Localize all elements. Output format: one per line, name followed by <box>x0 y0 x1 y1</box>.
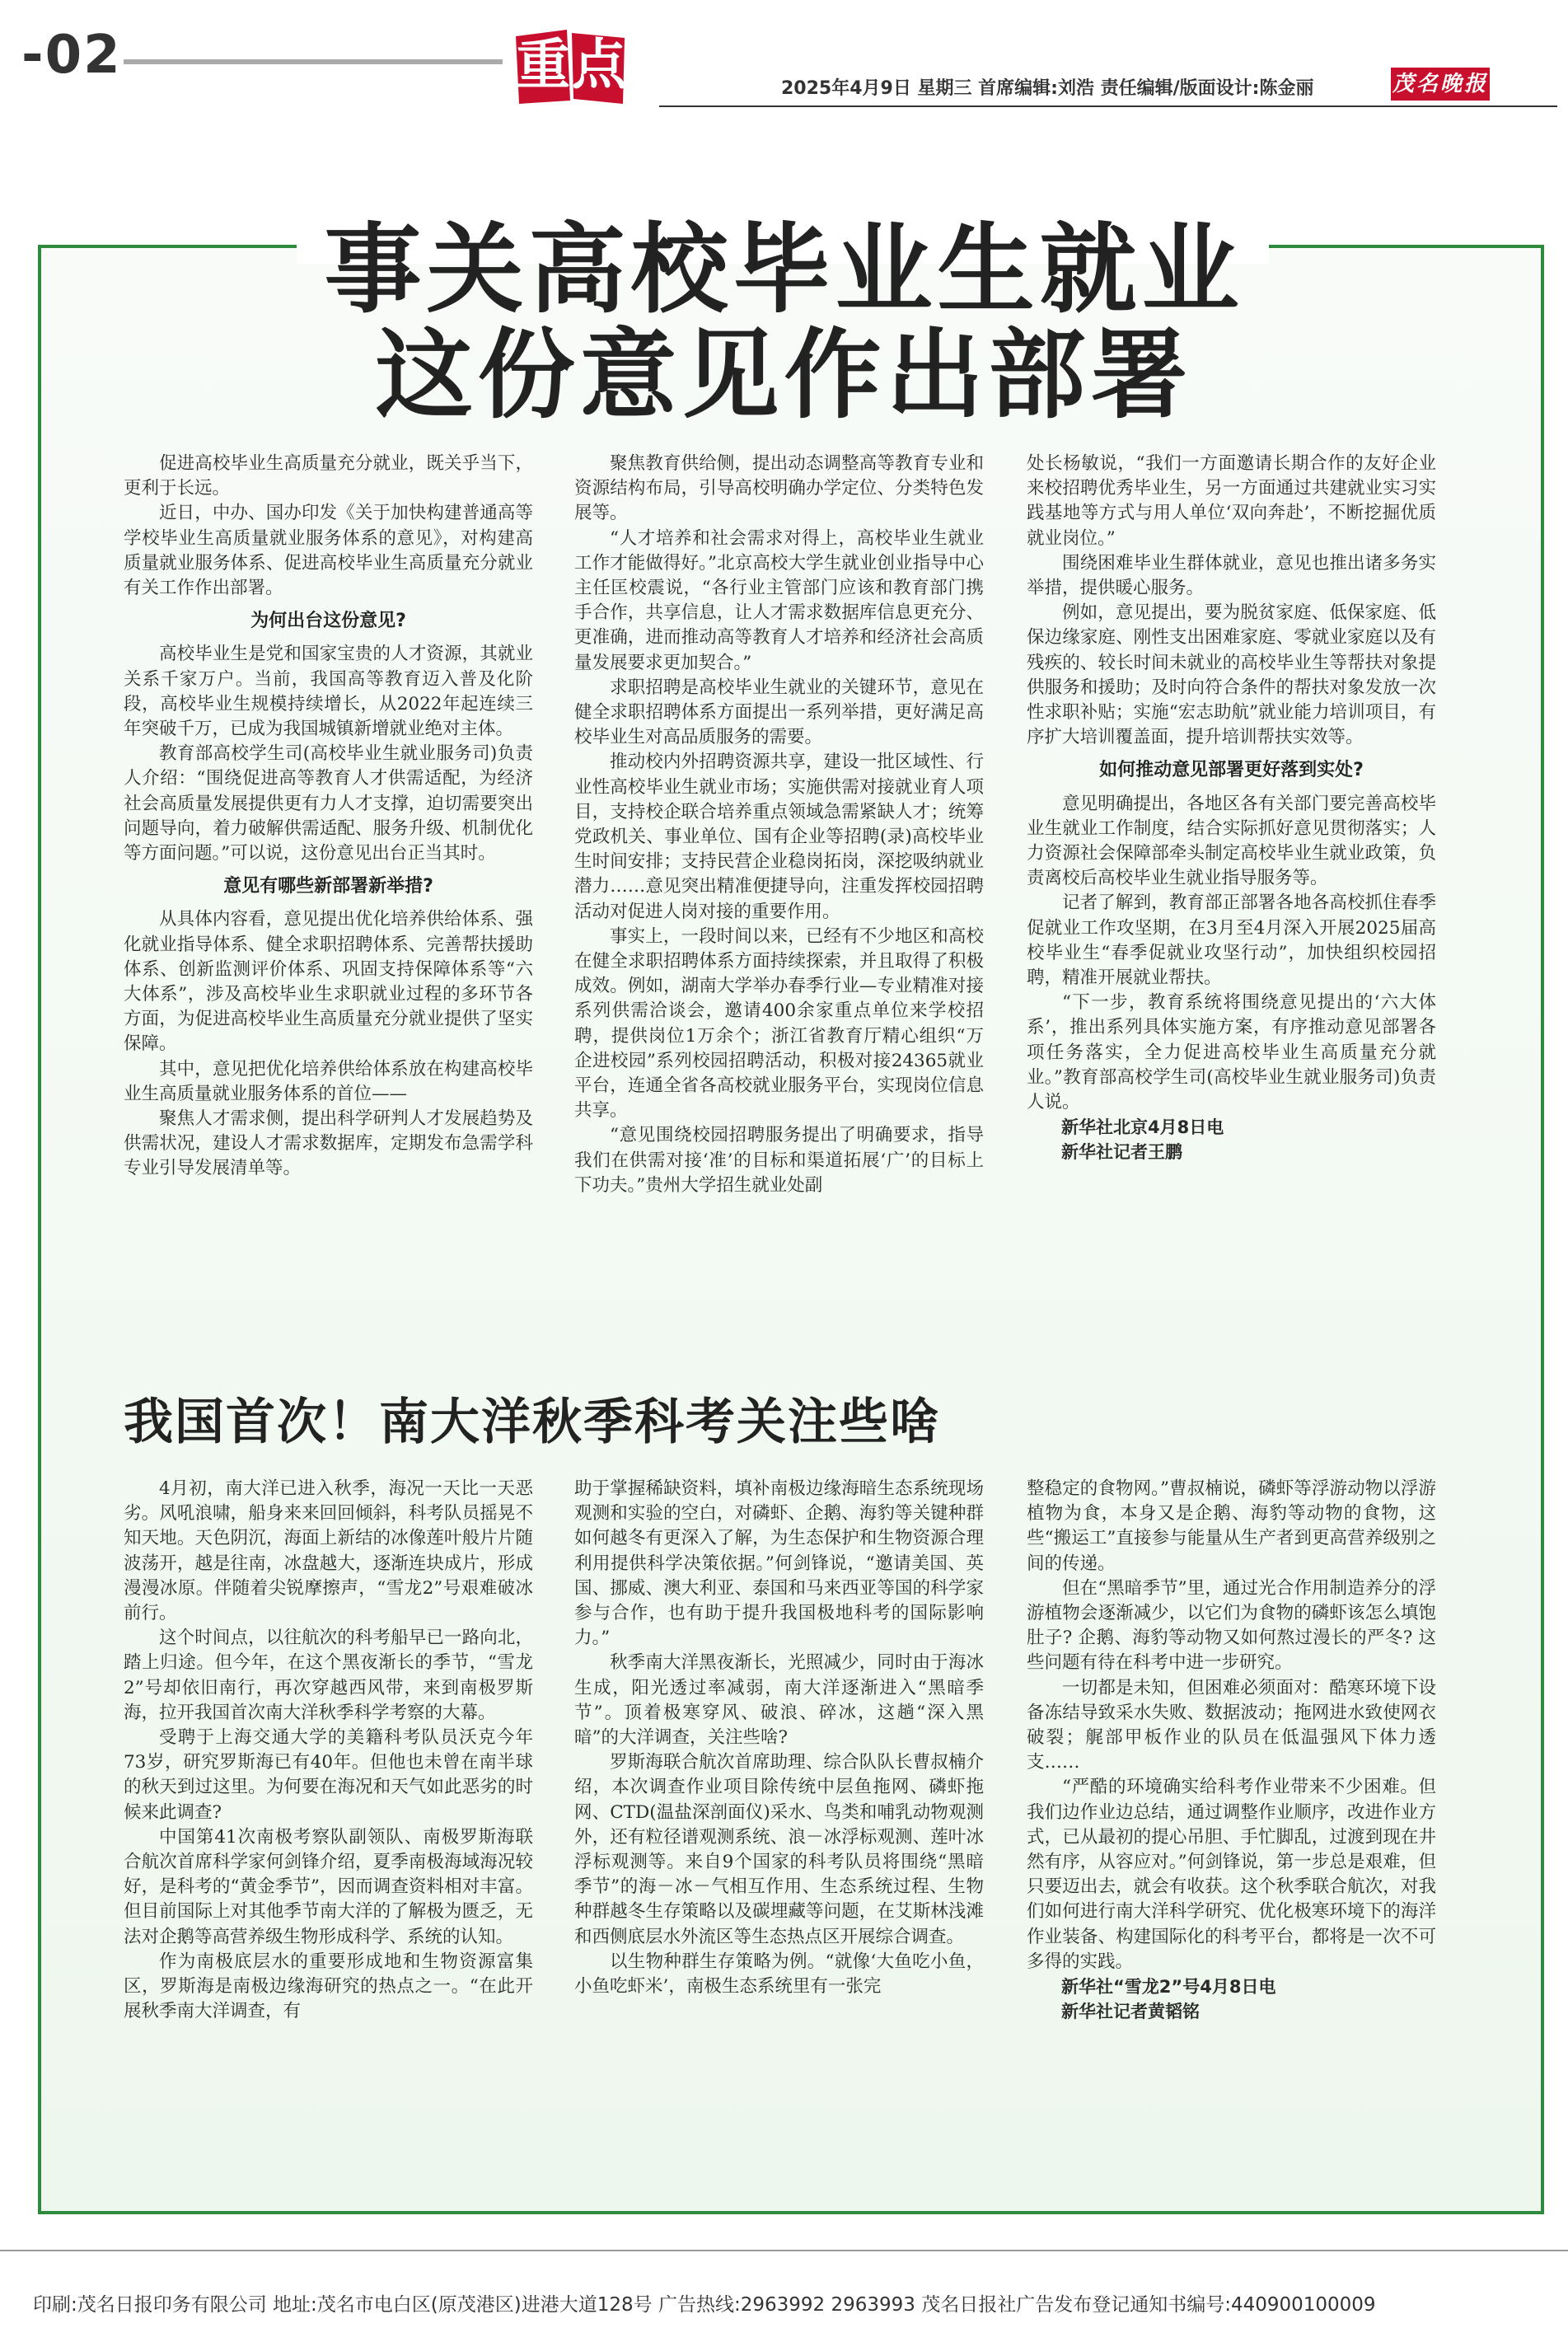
header-rule <box>124 59 503 64</box>
paragraph: 但在“黑暗季节”里，通过光合作用制造养分的浮游植物会逐渐减少，以它们为食物的磷虾该怎么填饱肚子? 企鹅、海豹等动物又如何熬过漫长的严冬? 这些问题有待在科考中进一步研究。 <box>1027 1577 1436 1674</box>
byline-dateline: 新华社北京4月8日电 <box>1061 1117 1224 1138</box>
paragraph: 秋季南大洋黑夜渐长，光照减少，同时由于海冰生成，阳光透过率减弱，南大洋逐渐进入“黑暗季节”。顶着极寒穿风、破浪、碎冰，这趟“深入黑暗”的大洋调查，关注些啥? <box>574 1652 984 1749</box>
paragraph: 促进高校毕业生高质量充分就业，既关乎当下，更利于长远。 <box>124 453 533 499</box>
paragraph: 例如，意见提出，要为脱贫家庭、低保家庭、低保边缘家庭、刚性支出困难家庭、零就业家庭以及有残疾的、较长时间未就业的高校毕业生等帮扶对象提供服务和援助；及时向符合条件的帮扶对象发放一次性求职补贴；实施“宏志助航”就业能力培训项目，有序扩大培训覆盖面，提升培训帮扶实效等。 <box>1027 602 1436 748</box>
header-meta: 2025年4月9日 星期三 首席编辑:刘浩 责任编辑/版面设计:陈金丽 <box>781 78 1314 99</box>
paragraph: 高校毕业生是党和国家宝贵的人才资源，其就业关系千家万户。当前，我国高等教育迈入普及化阶段，高校毕业生规模持续增长，从2022年起连续三年突破千万，已成为我国城镇新增就业绝对主体。 <box>124 644 533 740</box>
paragraph: 罗斯海联合航次首席助理、综合队队长曹叔楠介绍，本次调查作业项目除传统中层鱼拖网、磷虾拖网、CTD(温盐深剖面仪)采水、鸟类和哺乳动物观测外，还有粒径谱观测系统、浪－冰浮标观测、莲叶冰浮标观测等。来自9个国家的科考队员将围绕“黑暗季节”的海－冰－气相互作用、生态系统过程、生物种群越冬生存策略以及碳埋藏等问题，在艾斯林浅滩和西侧底层水外流区等生态热点区开展综合调查。 <box>574 1752 984 1947</box>
byline-reporter: 新华社记者黄韬铭 <box>1061 2002 1200 2022</box>
paragraph: 4月初，南大洋已进入秋季，海况一天比一天恶劣。风吼浪啸，船身来来回回倾斜，科考队员摇晃不知天地。天色阴沉，海面上新结的冰像莲叶般片片随波荡开，越是往南，冰盘越大，逐渐连块成片，形成漫漫冰原。伴随着尖锐摩擦声，“雪龙2”号艰难破冰前行。 <box>124 1478 533 1624</box>
byline-reporter: 新华社记者王鹏 <box>1061 1142 1182 1163</box>
headline-line1: 事关高校毕业生就业 <box>324 213 1244 326</box>
paragraph: “下一步，教育系统将围绕意见提出的‘六大体系’，推出系列具体实施方案，有序推动意见部署各项任务落实，全力促进高校毕业生高质量充分就业。”教育部高校学生司(高校毕业生就业服务司)负责人说。 <box>1027 992 1436 1113</box>
paragraph: 事实上，一段时间以来，已经有不少地区和高校在健全求职招聘体系方面持续探索，并且取得了积极成效。例如，湖南大学举办春季行业—专业精准对接系列供需洽谈会，邀请400余家重点单位来学校招聘，提供岗位1万余个；浙江省教育厅精心组织“万企进校园”系列校园招聘活动，积极对接24365就业平台，连通全省各高校就业服务平台，实现岗位信息共享。 <box>574 925 984 1122</box>
paragraph: 记者了解到，教育部正部署各地各高校抓住春季促就业工作攻坚期，在3月至4月深入开展2025届高校毕业生“春季促就业攻坚行动”，加快组织校园招聘，精准开展就业帮扶。 <box>1027 892 1436 989</box>
article2-headline: 我国首次！南大洋秋季科考关注些啥 <box>124 1394 941 1451</box>
subheading: 如何推动意见部署更好落到实处? <box>1099 760 1364 781</box>
paragraph: 围绕困难毕业生群体就业，意见也推出诸多务实举措，提供暖心服务。 <box>1027 552 1436 599</box>
paragraph: 受聘于上海交通大学的美籍科考队员沃克今年73岁，研究罗斯海已有40年。但他也未曾在南半球的秋天到过这里。为何要在海况和天气如此恶劣的时候来此调查? <box>124 1727 533 1823</box>
paragraph: 近日，中办、国办印发《关于加快构建普通高等学校毕业生高质量就业服务体系的意见》，对构建高质量就业服务体系、促进高校毕业生高质量充分就业有关工作作出部署。 <box>124 503 533 599</box>
paragraph: 处长杨敏说，“我们一方面邀请长期合作的友好企业来校招聘优秀毕业生，另一方面通过共建就业实习实践基地等方式与用人单位‘双向奔赴’，不断挖掘优质就业岗位。” <box>1027 453 1436 549</box>
article1-column-3 <box>1027 452 1436 1165</box>
paragraph: 以生物种群生存策略为例。“就像‘大鱼吃小鱼，小鱼吃虾米’，南极生态系统里有一张完 <box>574 1951 984 1998</box>
newspaper-logo: 茂名晚报 <box>1391 68 1490 101</box>
headline-line2: 这份意见作出部署 <box>375 318 1193 432</box>
paragraph: “人才培养和社会需求对得上，高校毕业生就业工作才能做得好。”北京高校大学生就业创业指导中心主任匡校震说，“各行业主管部门应该和教育部门携手合作，共享信息，让人才需求数据库信息更充分、更准确，进而推动高等教育人才培养和经济社会高质量发展要求更加契合。” <box>574 527 984 673</box>
paragraph: 推动校内外招聘资源共享，建设一批区域性、行业性高校毕业生就业市场；实施供需对接就业育人项目，支持校企联合培养重点领域急需紧缺人才；统筹党政机关、事业单位、国有企业等招聘(录)高校毕业生时间安排；支持民营企业稳岗拓岗，深挖吸纳就业潜力……意见突出精准便捷导向，注重发挥校园招聘活动对促进人岗对接的重要作用。 <box>574 752 984 922</box>
article1-column-1 <box>124 452 533 1182</box>
paragraph: 整稳定的食物网。”曹叔楠说，磷虾等浮游动物以浮游植物为食，本身又是企鹅、海豹等动物的食物，这些“搬运工”直接参与能量从生产者到更高营养级别之间的传递。 <box>1027 1478 1436 1574</box>
article2-column-3 <box>1027 1477 1436 2024</box>
subheading: 意见有哪些新部署新举措? <box>223 876 433 897</box>
paragraph: 其中，意见把优化培养供给体系放在构建高校毕业生高质量就业服务体系的首位—— <box>124 1058 533 1104</box>
footer-rule <box>0 2250 1568 2251</box>
paragraph: 作为南极底层水的重要形成地和生物资源富集区，罗斯海是南极边缘海研究的热点之一。“在此开展秋季南大洋调查，有 <box>124 1951 533 2022</box>
paragraph: 聚焦教育供给侧，提出动态调整高等教育专业和资源结构布局，引导高校明确办学定位、分类特色发展等。 <box>574 453 984 524</box>
page-number: -02 <box>21 25 122 86</box>
paragraph: “意见围绕校园招聘服务提出了明确要求，指导我们在供需对接‘准’的目标和渠道拓展‘广’的目标上下功夫。”贵州大学招生就业处副 <box>574 1125 984 1196</box>
header-underline <box>659 105 1557 107</box>
footer-imprint: 印刷:茂名日报印务有限公司 地址:茂名市电白区(原茂港区)进港大道128号 广告热线:2963992 2963993 茂名日报社广告发布登记通知书编号:440900100009 <box>33 2294 1376 2316</box>
section-badge <box>516 30 627 104</box>
paragraph: 求职招聘是高校毕业生就业的关键环节，意见在健全求职招聘体系方面提出一系列举措，更好满足高校毕业生对高品质服务的需要。 <box>574 677 984 748</box>
paragraph: 从具体内容看，意见提出优化培养供给体系、强化就业指导体系、健全求职招聘体系、完善帮扶援助体系、创新监测评价体系、巩固支持保障体系等“六大体系”，涉及高校毕业生求职就业过程的多环节各方面，为促进高校毕业生高质量充分就业提供了坚实保障。 <box>124 909 533 1055</box>
paragraph: 一切都是未知，但困难必须面对：酷寒环境下设备冻结导致采水失败、数据波动；拖网进水致使网衣破裂；艉部甲板作业的队员在低温强风下体力透支…… <box>1027 1677 1436 1773</box>
section-char-2: 点 <box>572 33 626 96</box>
article1-column-2 <box>574 452 984 1198</box>
paragraph: 聚焦人才需求侧，提出科学研判人才发展趋势及供需状况，建设人才需求数据库，定期发布急需学科专业引导发展清单等。 <box>124 1108 533 1179</box>
section-char-1: 重 <box>516 33 570 96</box>
paragraph: 意见明确提出，各地区各有关部门要完善高校毕业生就业工作制度，结合实际抓好意见贯彻落实；人力资源社会保障部牵头制定高校毕业生就业政策，负责离校后高校毕业生就业指导服务等。 <box>1027 793 1436 889</box>
article2-column-2 <box>574 1477 984 1999</box>
article2-column-1 <box>124 1477 533 2024</box>
paragraph: 助于掌握稀缺资料，填补南极边缘海暗生态系统现场观测和实验的空白，对磷虾、企鹅、海豹等关键种群如何越冬有更深入了解，为生态保护和生物资源合理利用提供科学决策依据。”何剑锋说，“邀请美国、英国、挪威、澳大利亚、泰国和马来西亚等国的科学家参与合作，也有助于提升我国极地科考的国际影响力。” <box>574 1478 984 1649</box>
paragraph: “严酷的环境确实给科考作业带来不少困难。但我们边作业边总结，通过调整作业顺序，改进作业方式，已从最初的提心吊胆、手忙脚乱，过渡到现在井然有序，从容应对。”何剑锋说，第一步总是艰难，但只要迈出去，就会有收获。这个秋季联合航次，对我们如何进行南大洋科学研究、优化极寒环境下的海洋作业装备、构建国际化的科考平台，都将是一次不可多得的实践。 <box>1027 1777 1436 1972</box>
byline-dateline: 新华社“雪龙2”号4月8日电 <box>1061 1977 1276 1998</box>
paragraph: 教育部高校学生司(高校毕业生就业服务司)负责人介绍：“围绕促进高等教育人才供需适配，为经济社会高质量发展提供更有力人才支撑，迫切需要突出问题导向，着力破解供需适配、服务升级、机制优化等方面问题。”可以说，这份意见出台正当其时。 <box>124 743 533 864</box>
paragraph: 中国第41次南极考察队副领队、南极罗斯海联合航次首席科学家何剑锋介绍，夏季南极海域海况较好，是科考的“黄金季节”，因而调查资料相对丰富。但目前国际上对其他季节南大洋的了解极为匮乏，无法对企鹅等高营养级生物形成科学、系统的认知。 <box>124 1826 533 1947</box>
paragraph: 这个时间点，以往航次的科考船早已一路向北，踏上归途。但今年，在这个黑夜渐长的季节，“雪龙2”号却依旧南行，再次穿越西风带，来到南极罗斯海，拉开我国首次南大洋秋季科学考察的大幕。 <box>124 1628 533 1723</box>
subheading: 为何出台这份意见? <box>250 611 406 632</box>
